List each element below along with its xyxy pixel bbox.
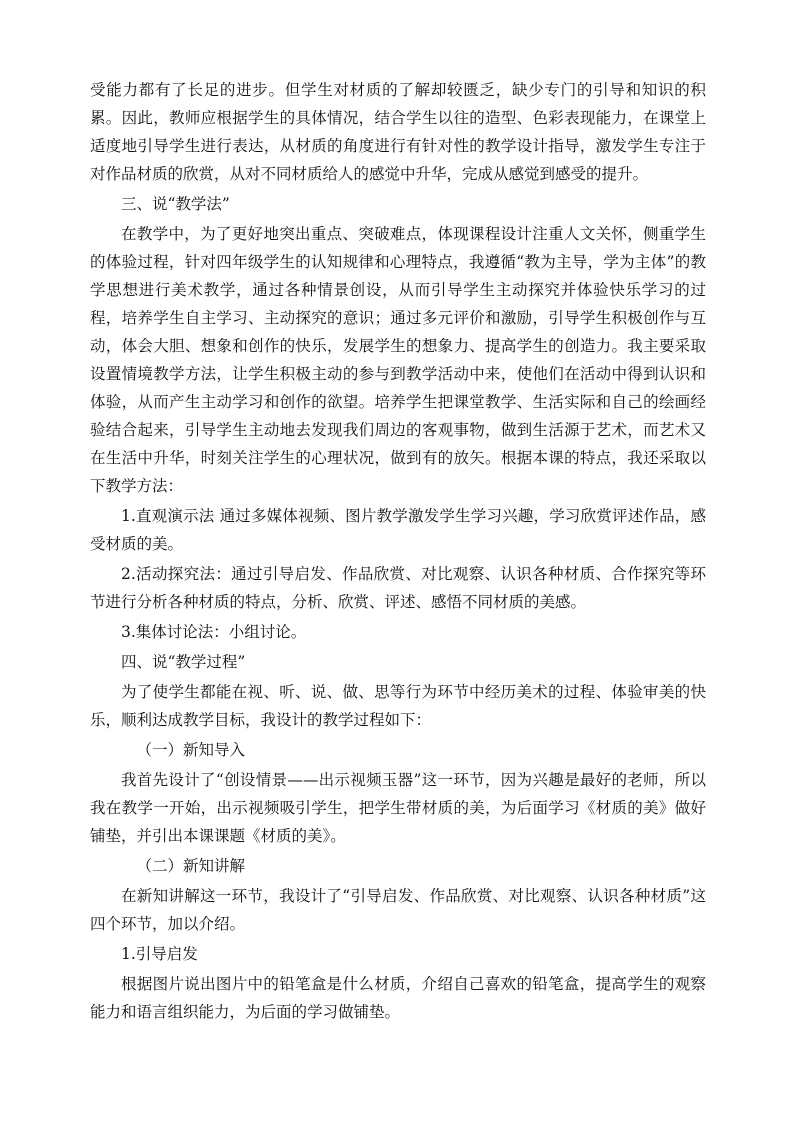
- paragraph-teaching-method: 在教学中，为了更好地突出重点、突破难点，体现课程设计注重人文关怀，侧重学生的体验过程，针对四年级学生的认知规律和心理特点，我遵循“教为主导，学为主体”的教学思想进行美术教学，通过各种情景创设，从而引导学生主动探究并体验快乐学习的过程，培养学生自主学习、主动探究的意识；通过多元评价和激励，引导学生积极创作与互动，体会大胆、想象和创作的快乐，发展学生的想象力、提高学生的创造力。我主要采取设置情境教学方法，让学生积极主动的参与到教学活动中来，使他们在活动中得到认识和体验，从而产生主动学习和创作的欲望。培养学生把课堂教学、生活实际和自己的绘画经验结合起来，引导学生主动地去发现我们周边的客观事物，做到生活源于艺术，而艺术又在生活中升华，时刻关注学生的心理状况，做到有的放矢。根据本课的特点，我还采取以下教学方法：: [90, 225, 706, 495]
- paragraph-video-intro: 我首先设计了“创设情景——出示视频玉器”这一环节，因为兴趣是最好的老师，所以我在教学一开始，出示视频吸引学生，把学生带材质的美，为后面学习《材质的美》做好铺垫，并引出本课课题《材质的美》。: [90, 771, 706, 845]
- section-heading-teaching-process: 四、说“教学过程”: [121, 653, 246, 671]
- list-item-inquiry-method: 2.活动探究法：通过引导启发、作品欣赏、对比观察、认识各种材质、合作探究等环节进行分析各种材质的特点，分析、欣赏、评述、感悟不同材质的美感。: [90, 565, 706, 611]
- paragraph-teaching-process-intro: 为了使学生都能在视、听、说、做、思等行为环节中经历美术的过程、体验审美的快乐，顺利达成教学目标，我设计的教学过程如下：: [90, 683, 706, 729]
- document-page: [90, 76, 706, 1028]
- paragraph-pencil-box: 根据图片说出图片中的铅笔盒是什么材质，介绍自己喜欢的铅笔盒，提高学生的观察能力和语言组织能力，为后面的学习做铺垫。: [90, 975, 706, 1021]
- paragraph-explain-steps: 在新知讲解这一环节，我设计了“引导启发、作品欣赏、对比观察、认识各种材质”这四个环节，加以介绍。: [90, 887, 706, 933]
- subheading-guidance: 1.引导启发: [121, 945, 198, 963]
- section-heading-teaching-method: 三、说“教学法”: [121, 195, 230, 213]
- subheading-new-knowledge-explain: （二）新知讲解: [136, 857, 246, 875]
- list-item-discussion-method: 3.集体讨论法：小组讨论。: [121, 623, 307, 641]
- subheading-new-knowledge-intro: （一）新知导入: [136, 741, 246, 759]
- list-item-demonstration-method: 1.直观演示法 通过多媒体视频、图片教学激发学生学习兴趣，学习欣赏评述作品，感受材质的美。: [90, 507, 706, 553]
- paragraph-material-perception: 受能力都有了长足的进步。但学生对材质的了解却较匮乏，缺少专门的引导和知识的积累。因此，教师应根据学生的具体情况，结合学生以往的造型、色彩表现能力，在课堂上适度地引导学生进行表达，从材质的角度进行有针对性的教学设计指导，激发学生专注于对作品材质的欣赏，从对不同材质给人的感觉中升华，完成从感觉到感受的提升。: [90, 81, 706, 183]
